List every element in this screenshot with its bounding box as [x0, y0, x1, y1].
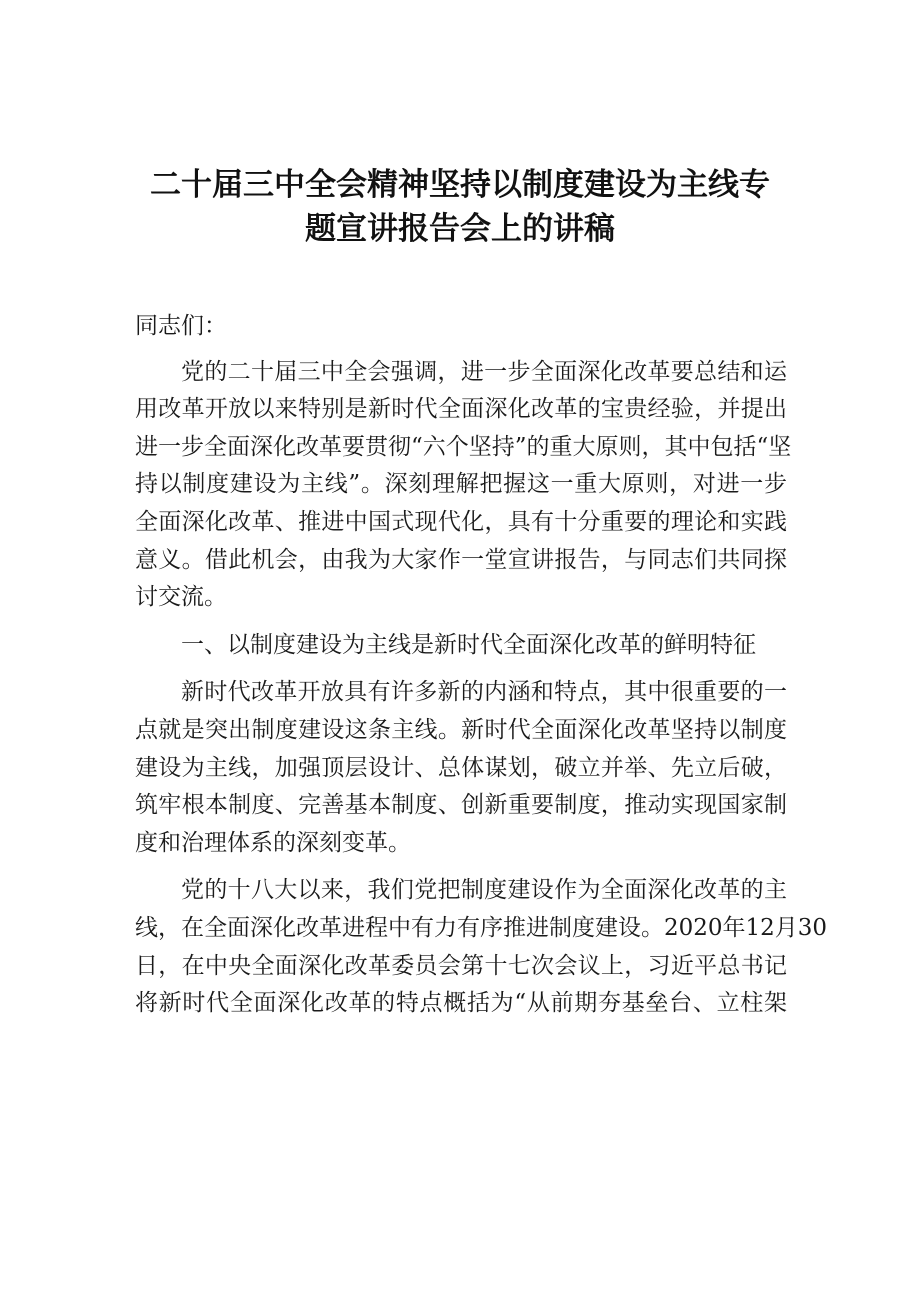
paragraph-line: 用改革开放以来特别是新时代全面深化改革的宝贵经验，并提出 — [135, 396, 787, 423]
paragraph-line: 进一步全面深化改革要贯彻“六个坚持”的重大原则，其中包括“坚 — [135, 433, 792, 460]
paragraph-line: 度和治理体系的深刻变革。 — [135, 829, 411, 856]
title-line-1: 二十届三中全会精神坚持以制度建设为主线专 — [150, 167, 770, 203]
document-body — [135, 308, 828, 1033]
paragraph-section-1b — [135, 872, 828, 1022]
paragraph-line: 线，在全面深化改革进程中有力有序推进制度建设。2020年12月30 — [135, 914, 828, 941]
paragraph-line: 新时代改革开放具有许多新的内涵和特点，其中很重要的一 — [181, 679, 787, 706]
paragraph-line: 党的二十届三中全会强调，进一步全面深化改革要总结和运 — [181, 358, 787, 385]
paragraph-line: 讨交流。 — [135, 584, 227, 611]
paragraph-line: 筑牢根本制度、完善基本制度、创新重要制度，推动实现国家制 — [135, 792, 787, 819]
paragraph-section-1a — [135, 674, 787, 862]
paragraph-line: 党的十八大以来，我们党把制度建设作为全面深化改革的主 — [181, 877, 787, 904]
paragraph-line: 持以制度建设为主线”。深刻理解把握这一重大原则，对进一步 — [135, 471, 787, 498]
paragraph-line: 全面深化改革、推进中国式现代化，具有十分重要的理论和实践 — [135, 508, 787, 535]
paragraph-intro — [135, 354, 792, 617]
paragraph-line: 建设为主线，加强顶层设计、总体谋划，破立并举、先立后破， — [135, 754, 787, 781]
document-title — [110, 163, 810, 251]
title-line-2: 题宣讲报告会上的讲稿 — [305, 211, 615, 247]
paragraph-line: 意义。借此机会，由我为大家作一堂宣讲报告，与同志们共同探 — [135, 546, 787, 573]
section-heading-1: 一、以制度建设为主线是新时代全面深化改革的鲜明特征 — [181, 631, 756, 658]
paragraph-line: 点就是突出制度建设这条主线。新时代全面深化改革坚持以制度 — [135, 716, 787, 743]
salutation: 同志们： — [135, 313, 227, 339]
paragraph-line: 将新时代全面深化改革的特点概括为“从前期夯基垒台、立柱架 — [135, 990, 787, 1017]
paragraph-line: 日，在中央全面深化改革委员会第十七次会议上，习近平总书记 — [135, 952, 787, 979]
